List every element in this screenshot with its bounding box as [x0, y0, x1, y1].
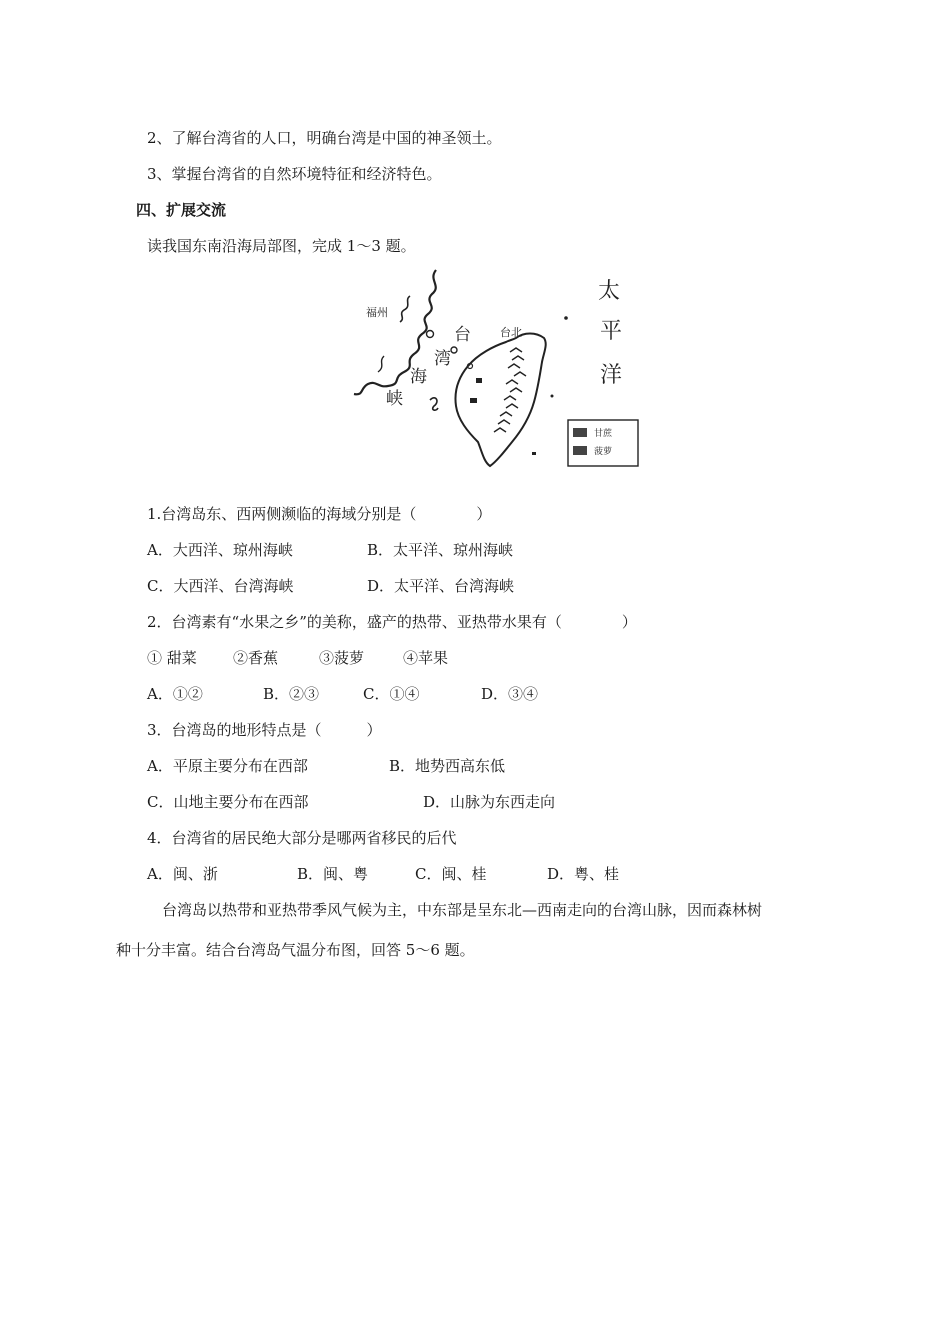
- q4-options-row: [147, 864, 847, 884]
- q3-option-b: B．地势西高东低: [389, 757, 506, 775]
- pacific-label-3: 洋: [600, 363, 623, 388]
- legend-text-1: 甘蔗: [594, 429, 613, 439]
- q2-item-1: ① 甜菜: [147, 649, 197, 667]
- q4-option-b: B．闽、粤: [297, 865, 369, 883]
- q4-option-a: A．闽、浙: [147, 865, 218, 883]
- q2-items-row: [147, 648, 847, 668]
- q1-options-row-2: [147, 576, 847, 596]
- q3-stem: 3．台湾岛的地形特点是（ ）: [147, 721, 382, 739]
- q2-item-4: ④苹果: [403, 649, 449, 667]
- q2-item-3: ③菠萝: [319, 649, 365, 667]
- q4-option-d: D．粤、桂: [547, 865, 620, 883]
- passage-line-2: 种十分丰富。结合台湾岛气温分布图，回答 5～6 题。: [116, 941, 475, 959]
- taipei-label: 台北: [500, 326, 522, 339]
- strait-label-4: 峡: [386, 389, 403, 409]
- q2-option-b: B．②③: [263, 685, 320, 703]
- q1-option-d: D．太平洋、台湾海峡: [367, 577, 515, 595]
- passage-line-1: 台湾岛以热带和亚热带季风气候为主，中东部是呈东北—西南走向的台湾山脉，因而森林树: [162, 901, 763, 919]
- q3-option-a: A．平原主要分布在西部: [147, 757, 308, 775]
- q2-option-d: D．③④: [481, 685, 539, 703]
- q3-option-d: D．山脉为东西走向: [423, 793, 556, 811]
- q1-option-b: B．太平洋、琼州海峡: [367, 541, 514, 559]
- fuzhou-label: 福州: [366, 306, 388, 319]
- strait-label-1: 台: [454, 325, 471, 345]
- strait-label-3: 海: [410, 367, 427, 387]
- q1-options-row-1: [147, 540, 847, 560]
- q1-option-a: A．大西洋、琼州海峡: [147, 541, 293, 559]
- taiwan-island: [456, 334, 546, 467]
- q2-stem: 2．台湾素有“水果之乡”的美称，盛产的热带、亚热带水果有（ ）: [147, 613, 637, 631]
- q3-option-c: C．山地主要分布在西部: [147, 793, 309, 811]
- legend-text-2: 菠萝: [594, 447, 613, 457]
- strait-label-2: 湾: [434, 349, 451, 369]
- q2-option-a: A．①②: [147, 685, 203, 703]
- q2-option-c: C．①④: [363, 685, 420, 703]
- q1-stem: 1.台湾岛东、西两侧濒临的海域分别是（ ）: [147, 505, 492, 523]
- q4-stem: 4．台湾省的居民绝大部分是哪两省移民的后代: [147, 829, 457, 847]
- q2-options-row: [147, 684, 847, 704]
- q3-options-row-1: [147, 756, 847, 776]
- q3-options-row-2: [147, 792, 847, 812]
- q1-option-c: C．大西洋、台湾海峡: [147, 577, 294, 595]
- q4-option-c: C．闽、桂: [415, 865, 487, 883]
- intro-text: 读我国东南沿海局部图，完成 1～3 题。: [147, 237, 416, 255]
- pacific-label-2: 平: [600, 319, 623, 344]
- southeast-coast-map: [344, 266, 640, 468]
- objective-2: 2、了解台湾省的人口，明确台湾是中国的神圣领土。: [147, 129, 502, 147]
- map-legend: [568, 420, 638, 466]
- objective-3: 3、掌握台湾省的自然环境特征和经济特色。: [147, 165, 442, 183]
- q2-item-2: ②香蕉: [233, 649, 279, 667]
- mountain-range: [494, 348, 526, 432]
- section-title: 四、扩展交流: [136, 201, 227, 219]
- pacific-label-1: 太: [598, 279, 621, 304]
